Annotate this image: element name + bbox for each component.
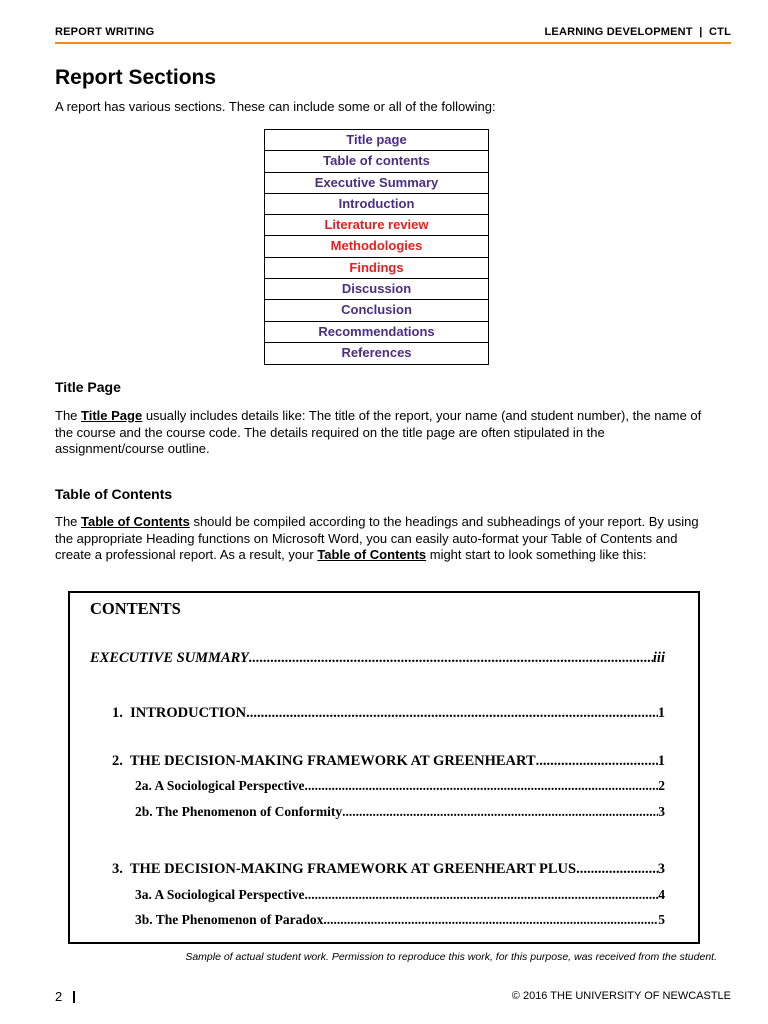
toc-entry-text: 2b. The Phenomenon of Conformity — [135, 804, 343, 819]
report-sections-table — [264, 129, 489, 365]
toc-entry — [135, 887, 665, 903]
text-run: might start to look something like this: — [426, 547, 647, 562]
section-row — [265, 194, 488, 215]
section-label: References — [341, 344, 412, 360]
toc-leader — [246, 705, 658, 722]
section-row — [265, 322, 488, 343]
section-row — [265, 173, 488, 194]
toc-entry — [135, 778, 665, 794]
toc-entry-page: 5 — [658, 912, 665, 927]
toc-entry-page: 1 — [657, 753, 665, 769]
toc-entry-text: 3b. The Phenomenon of Paradox — [135, 912, 324, 927]
sample-toc-box — [68, 591, 700, 944]
toc-entry-page: 1 — [657, 705, 665, 721]
footer-divider — [73, 991, 75, 1003]
title-page-heading: Title Page — [55, 379, 121, 395]
toc-entry-text: 2a. A Sociological Perspective — [135, 778, 305, 793]
toc-title: CONTENTS — [90, 599, 181, 618]
toc-entry-page: 2 — [658, 778, 665, 793]
toc-paragraph — [55, 514, 717, 564]
page-header — [55, 26, 731, 44]
section-label: Table of contents — [323, 153, 430, 169]
header-left-title: REPORT WRITING — [55, 26, 155, 38]
section-label: Conclusion — [341, 302, 412, 318]
toc-entry-page: 3 — [657, 861, 665, 877]
sample-caption: Sample of actual student work. Permission to reproduce this work, for this purpose, was received from the student. — [185, 951, 717, 963]
text-run: usually includes details like: The title of the report, your name (and student number), the name of the course and the course code. The details required on the title page are often stipulated in the assignment/course outline. — [55, 408, 702, 456]
section-row — [265, 343, 488, 364]
toc-entry-text: 3a. A Sociological Perspective — [135, 887, 305, 902]
section-row — [265, 215, 488, 236]
section-label: Discussion — [341, 281, 412, 297]
section-row — [265, 130, 488, 151]
toc-entry-page: 4 — [658, 887, 665, 902]
toc-entry-text: 3. THE DECISION-MAKING FRAMEWORK AT GREENHEART PLUS — [112, 861, 577, 877]
page-title: Report Sections — [55, 66, 217, 89]
toc-entry — [135, 804, 665, 820]
toc-entry-page: iii — [652, 650, 665, 666]
toc-leader — [249, 650, 653, 667]
section-row — [265, 300, 488, 321]
section-label: Methodologies — [330, 238, 423, 254]
toc-leader — [536, 753, 658, 770]
section-row — [265, 258, 488, 279]
toc-leader — [304, 778, 658, 794]
section-label: Title page — [346, 132, 407, 147]
toc-entry — [90, 650, 665, 667]
section-row — [265, 236, 488, 257]
toc-entry — [112, 861, 665, 878]
text-run: should be compiled according to the headings and subheadings of your report. By using the appropriate Heading functions on Microsoft Word, you can easily auto-format your Table of Contents and create a professional report. As a result, your — [55, 514, 699, 562]
toc-entry — [112, 705, 665, 722]
toc-term: Table of Contents — [317, 547, 427, 562]
toc-entry-text: 1. INTRODUCTION — [112, 705, 247, 721]
toc-leader — [342, 804, 658, 820]
toc-heading: Table of Contents — [55, 486, 173, 502]
section-label: Executive Summary — [314, 174, 439, 190]
intro-paragraph: A report has various sections. These can include some or all of the following: — [55, 99, 496, 114]
text-run: The — [55, 408, 82, 423]
toc-entry-page: 3 — [658, 804, 665, 819]
title-page-paragraph — [55, 408, 717, 458]
toc-term: Table of Contents — [81, 514, 190, 529]
page-number: 2 — [55, 989, 63, 1004]
section-label: Recommendations — [318, 323, 435, 339]
toc-entry-text: EXECUTIVE SUMMARY — [90, 650, 249, 666]
section-label: Findings — [349, 259, 404, 275]
section-label: Introduction — [338, 195, 415, 211]
footer-copyright: © 2016 THE UNIVERSITY OF NEWCASTLE — [511, 990, 731, 1002]
text-run: The — [55, 514, 82, 529]
toc-leader — [304, 887, 658, 903]
toc-entry — [135, 912, 665, 928]
toc-leader — [576, 861, 658, 878]
title-page-term: Title Page — [81, 408, 143, 423]
toc-leader — [323, 912, 658, 928]
section-row — [265, 151, 488, 172]
section-row — [265, 279, 488, 300]
toc-entry — [112, 753, 665, 770]
toc-entry-text: 2. THE DECISION-MAKING FRAMEWORK AT GREENHEART — [112, 753, 536, 769]
header-right-title: LEARNING DEVELOPMENT | CTL — [544, 26, 731, 38]
section-label: Literature review — [324, 217, 429, 233]
